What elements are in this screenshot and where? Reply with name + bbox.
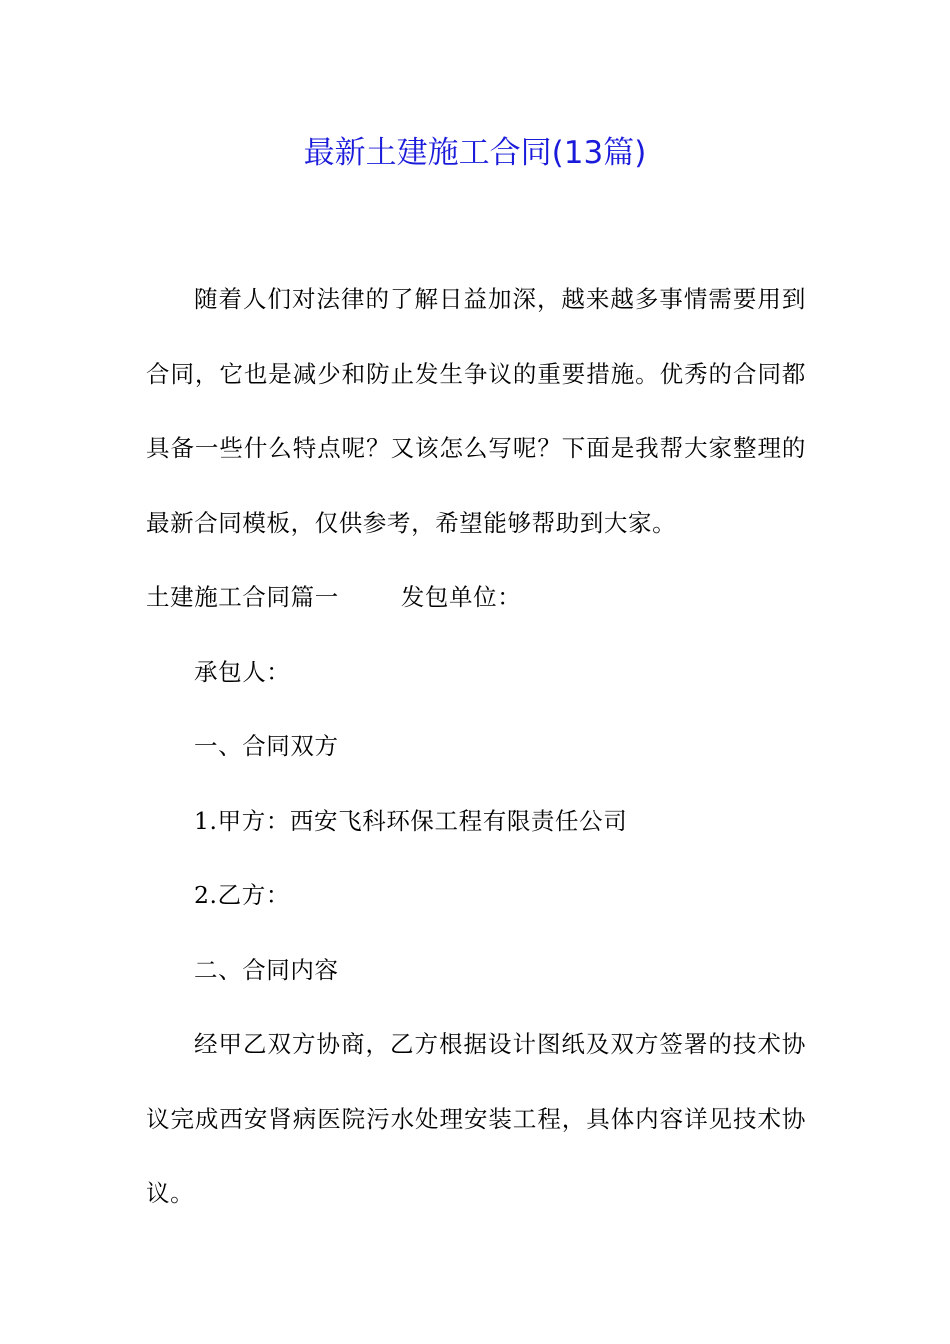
content-paragraph: 经甲乙双方协商，乙方根据设计图纸及双方签署的技术协议完成西安肾病医院污水处理安装工程，具体内容详见技术协议。	[146, 1030, 806, 1207]
contractor-label: 承包人：	[194, 657, 291, 686]
party-b-line: 2.乙方：	[194, 881, 290, 909]
section-heading-line	[146, 560, 806, 635]
issuer-label: 发包单位：	[400, 583, 522, 611]
part1-heading: 一、合同双方	[194, 732, 339, 760]
section-heading: 土建施工合同篇一	[146, 583, 339, 611]
intro-paragraph: 随着人们对法律的了解日益加深，越来越多事情需要用到合同，它也是减少和防止发生争议的重要措施。优秀的合同都具备一些什么特点呢？又该怎么写呢？下面是我帮大家整理的最新合同模板，仅供参考，希望能够帮助到大家。	[146, 285, 806, 537]
document-title: 最新土建施工合同(13篇)	[303, 135, 647, 171]
document-body	[146, 262, 806, 1231]
part2-heading: 二、合同内容	[194, 955, 339, 984]
party-a-line: 1.甲方：西安飞科环保工程有限责任公司	[194, 806, 628, 835]
